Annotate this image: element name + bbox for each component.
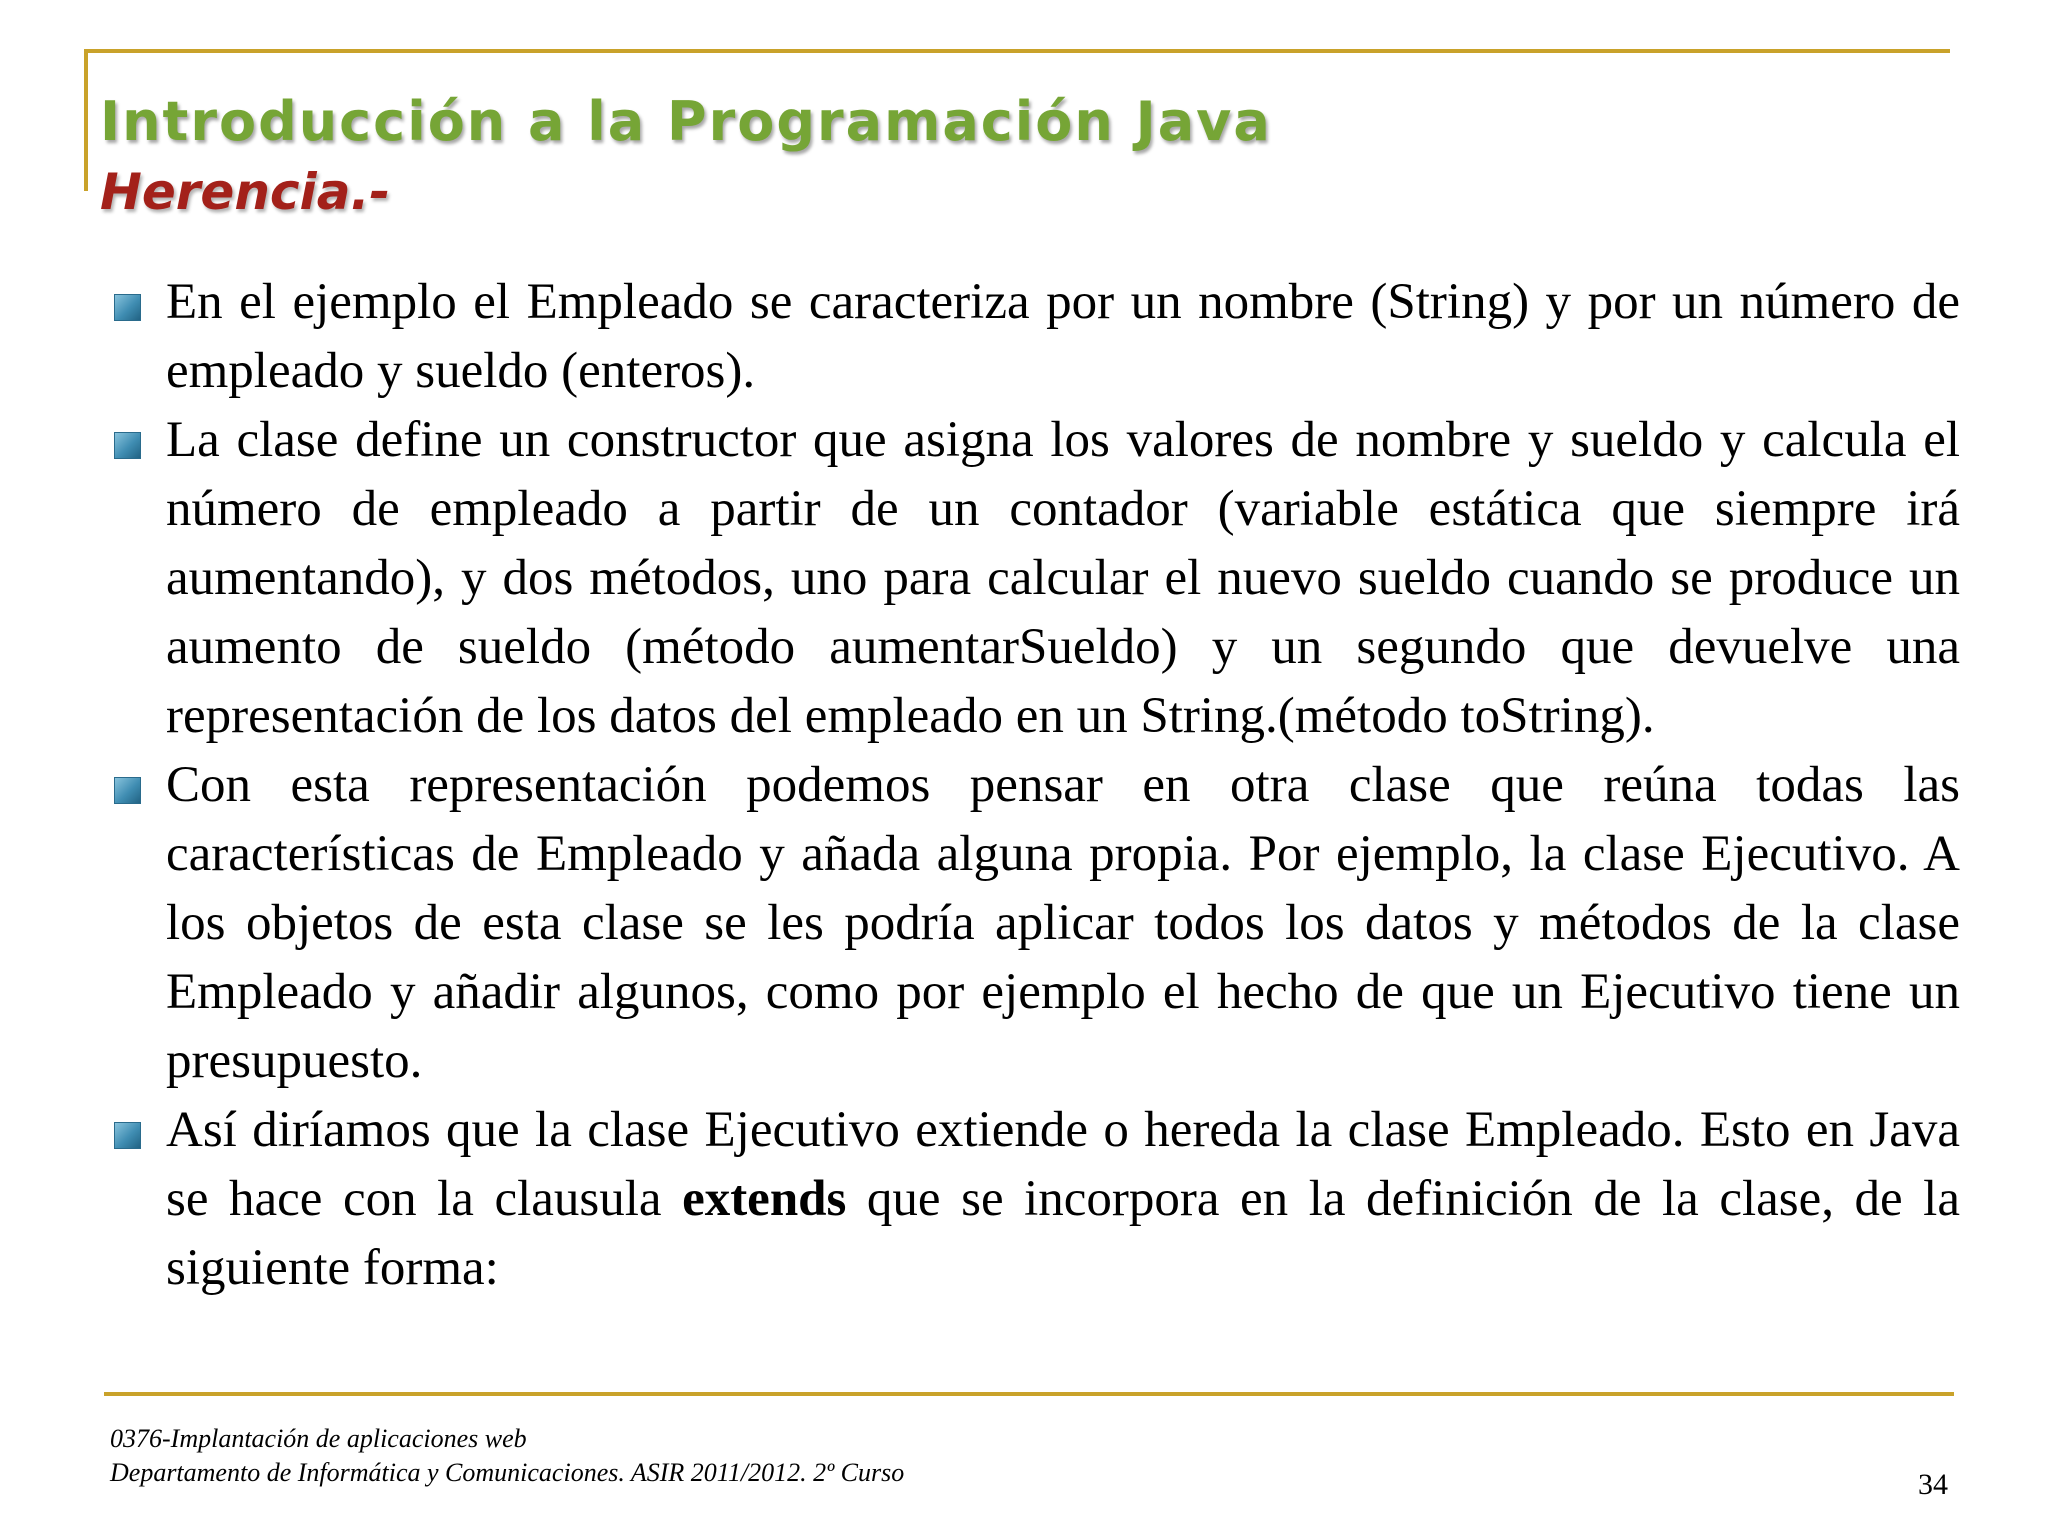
square-bullet-icon — [114, 432, 141, 459]
square-bullet-icon — [114, 1122, 141, 1149]
slide-subtitle: Herencia.- — [100, 163, 391, 221]
bullet-text: La clase define un constructor que asigna los valores de nombre y sueldo y calcula el número de empleado a partir de un contador (variable estática que siempre irá aumentando), y dos métodos, uno para calcular el nuevo sueldo cuando se produce un aumento de sueldo (método aumentarSueldo) y un segundo que devuelve una representación de los datos del empleado en un String.(método toString). — [166, 412, 1960, 744]
bullet-text: En el ejemplo el Empleado se caracteriza por un nombre (String) y por un número de empleado y sueldo (enteros). — [166, 274, 1960, 399]
bullet-list — [112, 268, 1960, 1303]
bullet-text-before: Así diríamos que la clase Ejecutivo extiende o hereda la clase Empleado. Esto en Java se hace con la clausula — [166, 1102, 1960, 1227]
slide-title: Introducción a la Programación Java — [100, 90, 1272, 153]
bullet-text: Con esta representación podemos pensar en otra clase que reúna todas las características de Empleado y añada alguna propia. Por ejemplo, la clase Ejecutivo. A los objetos de esta clase se les podría aplicar todos los datos y métodos de la clase Empleado y añadir algunos, como por ejemplo el hecho de que un Ejecutivo tiene un presupuesto. — [166, 757, 1960, 1089]
bullet-text-after: que se incorpora en la definición de la clase, de la siguiente forma: — [166, 1171, 1960, 1296]
footer-course: 0376-Implantación de aplicaciones web — [110, 1424, 527, 1453]
top-divider — [84, 49, 1950, 53]
bullet-item — [112, 268, 1960, 406]
bullet-item — [112, 751, 1960, 1096]
extends-keyword: extends — [682, 1171, 847, 1227]
square-bullet-icon — [114, 294, 141, 321]
square-bullet-icon — [114, 777, 141, 804]
bullet-item — [112, 1096, 1960, 1303]
bottom-divider — [104, 1392, 1954, 1396]
bullet-item — [112, 406, 1960, 751]
footer-department: Departamento de Informática y Comunicaciones. ASIR 2011/2012. 2º Curso — [110, 1458, 905, 1487]
page-number: 34 — [1918, 1468, 1948, 1501]
left-accent-bar — [84, 49, 88, 191]
